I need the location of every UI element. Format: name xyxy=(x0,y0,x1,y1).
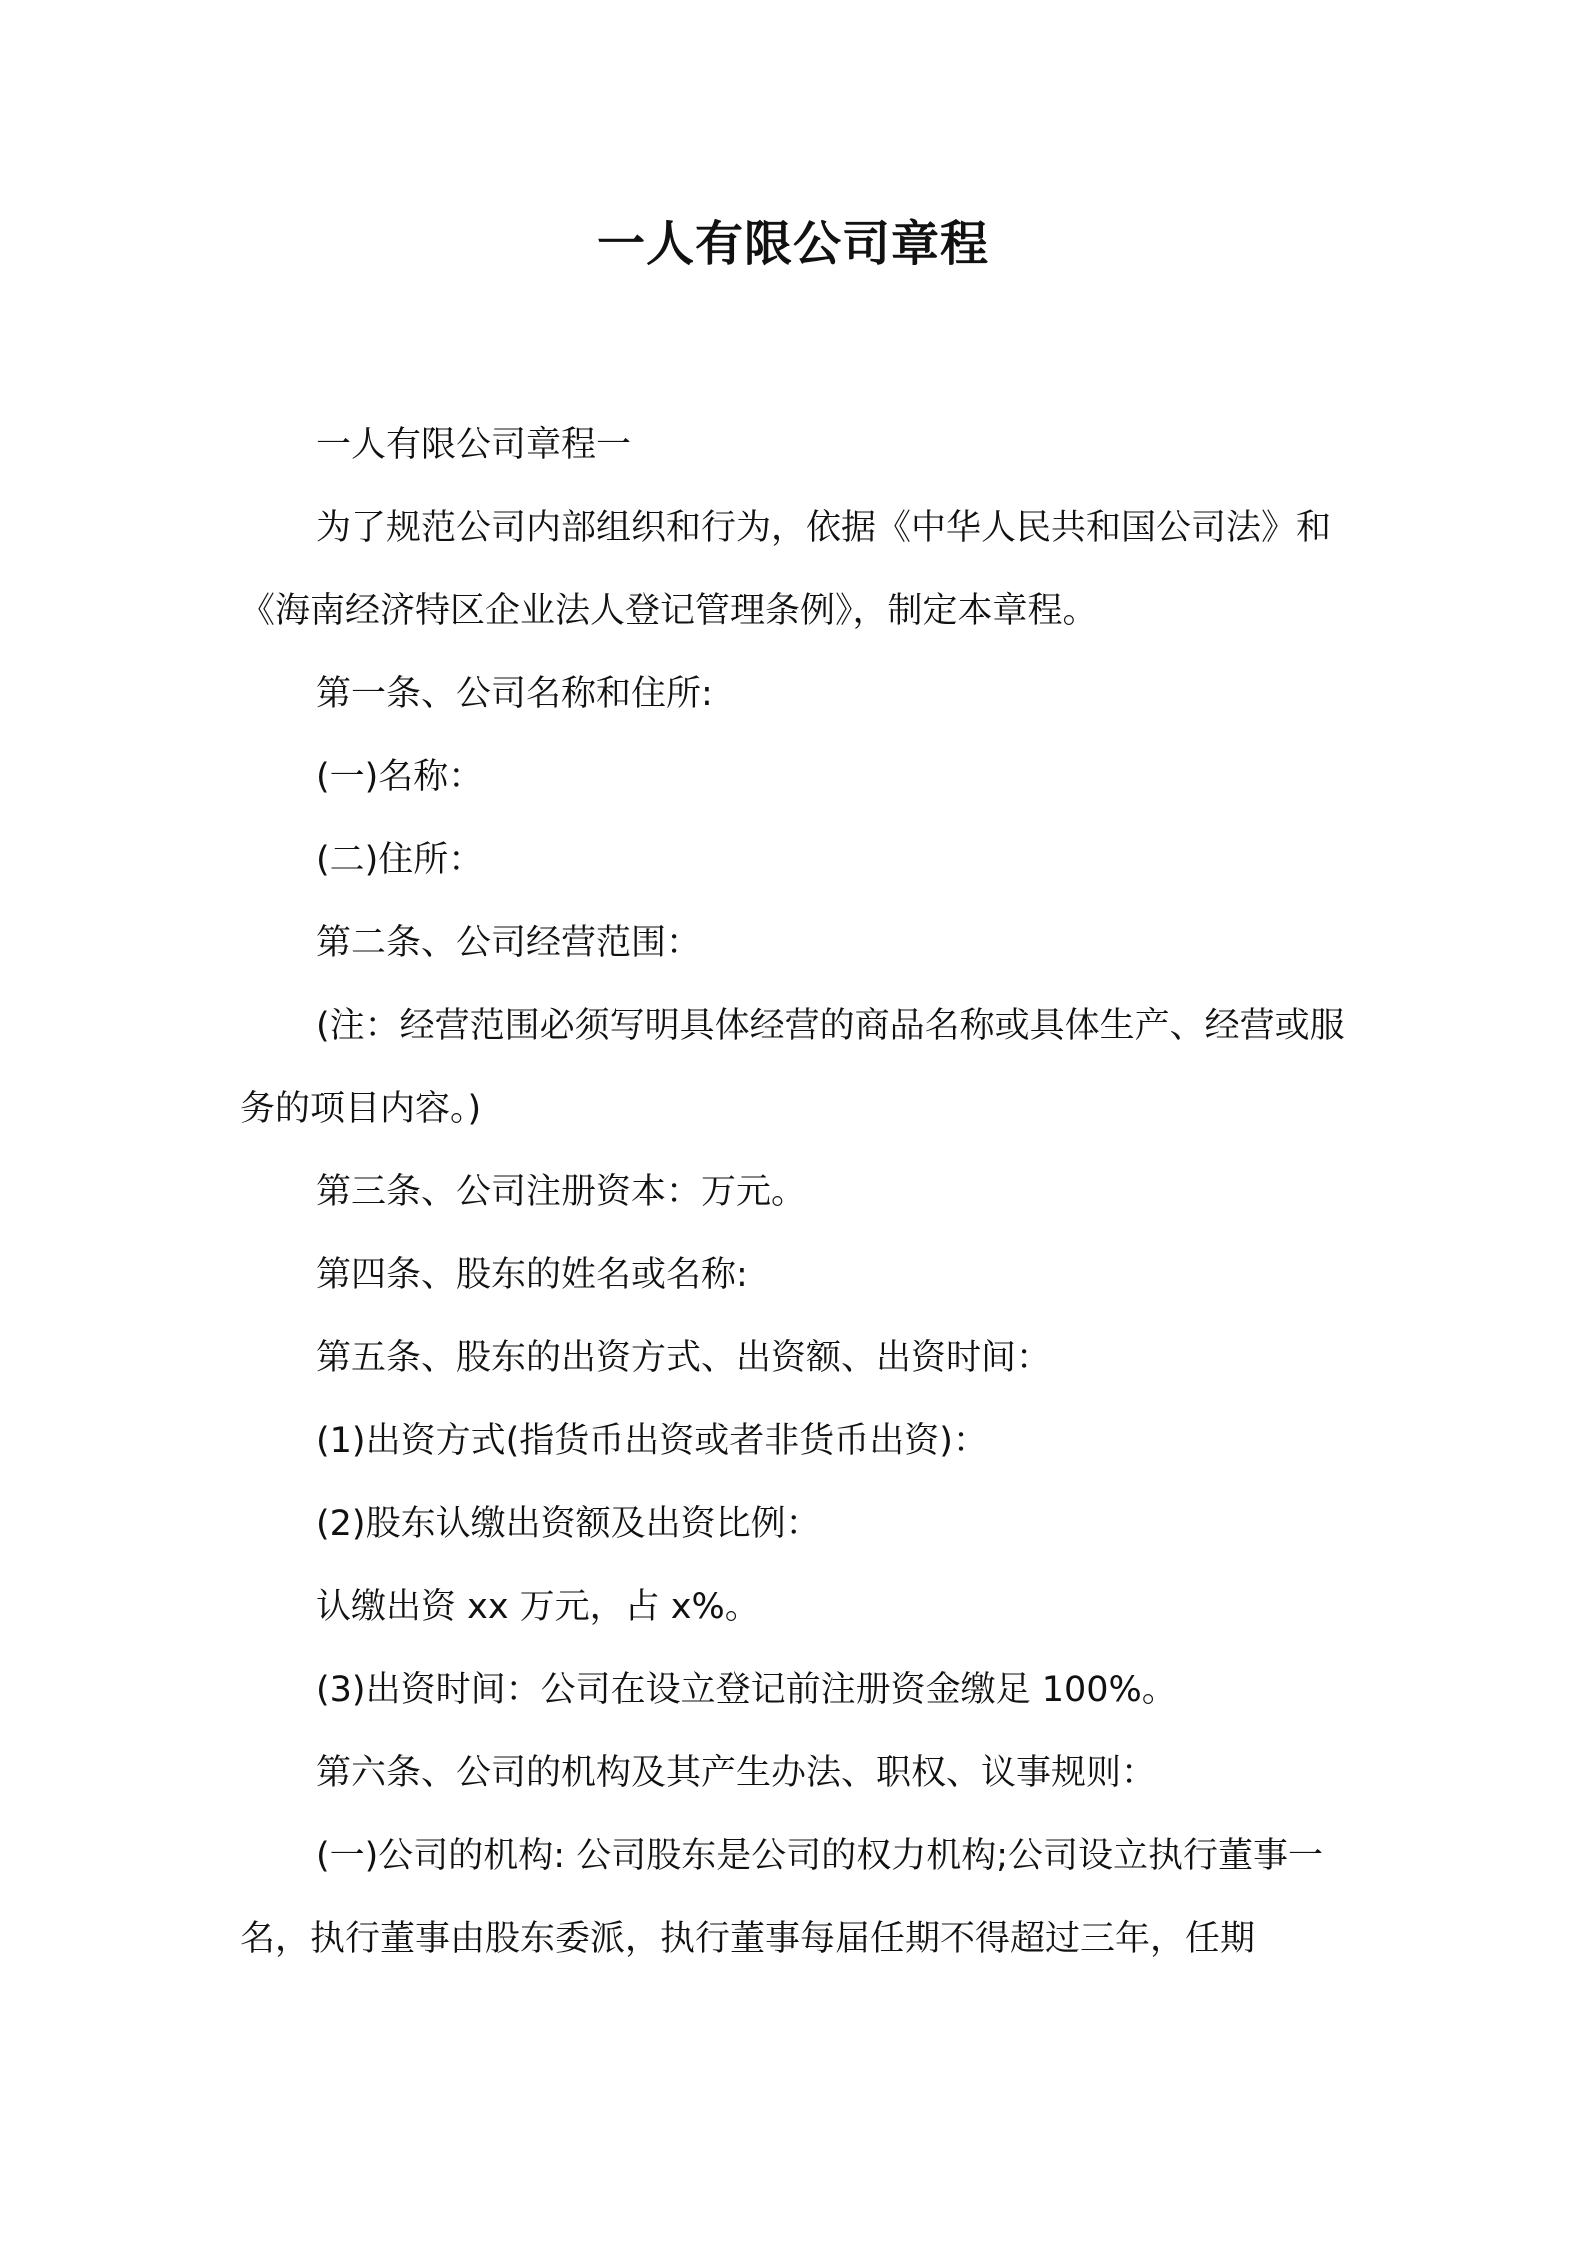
article-1-address-item: (二)住所： xyxy=(316,840,484,880)
article-5-subscription-detail: 认缴出资 xx 万元，占 x%。 xyxy=(316,1587,760,1627)
section-heading: 一人有限公司章程一 xyxy=(316,425,632,465)
document-body xyxy=(240,404,1350,1981)
article-2-heading: 第二条、公司经营范围： xyxy=(316,923,702,963)
preamble-paragraph: 为了规范公司内部组织和行为，依据《中华人民共和国公司法》和《海南经济特区企业法人登记管理条例》，制定本章程。 xyxy=(240,508,1332,631)
article-4-heading: 第四条、股东的姓名或名称: xyxy=(316,1255,748,1295)
article-5-heading: 第五条、股东的出资方式、出资额、出资时间： xyxy=(316,1338,1052,1378)
article-5-item-1: (1)出资方式(指货币出资或者非货币出资)： xyxy=(316,1421,988,1461)
article-6-heading: 第六条、公司的机构及其产生办法、职权、议事规则： xyxy=(316,1753,1157,1793)
article-6-item-1: (一)公司的机构: 公司股东是公司的权力机构;公司设立执行董事一名，执行董事由股东委派，执行董事每届任期不得超过三年，任期 xyxy=(240,1836,1324,1959)
article-5-item-3: (3)出资时间：公司在设立登记前注册资金缴足 100%。 xyxy=(316,1670,1177,1710)
article-1-heading: 第一条、公司名称和住所: xyxy=(316,674,713,714)
article-1-name-item: (一)名称： xyxy=(316,757,484,797)
document-title: 一人有限公司章程 xyxy=(596,216,989,272)
article-5-item-2: (2)股东认缴出资额及出资比例： xyxy=(316,1504,821,1544)
article-3-heading: 第三条、公司注册资本：万元。 xyxy=(316,1172,807,1212)
article-2-note: (注：经营范围必须写明具体经营的商品名称或具体生产、经营或服务的项目内容。) xyxy=(240,1006,1345,1129)
